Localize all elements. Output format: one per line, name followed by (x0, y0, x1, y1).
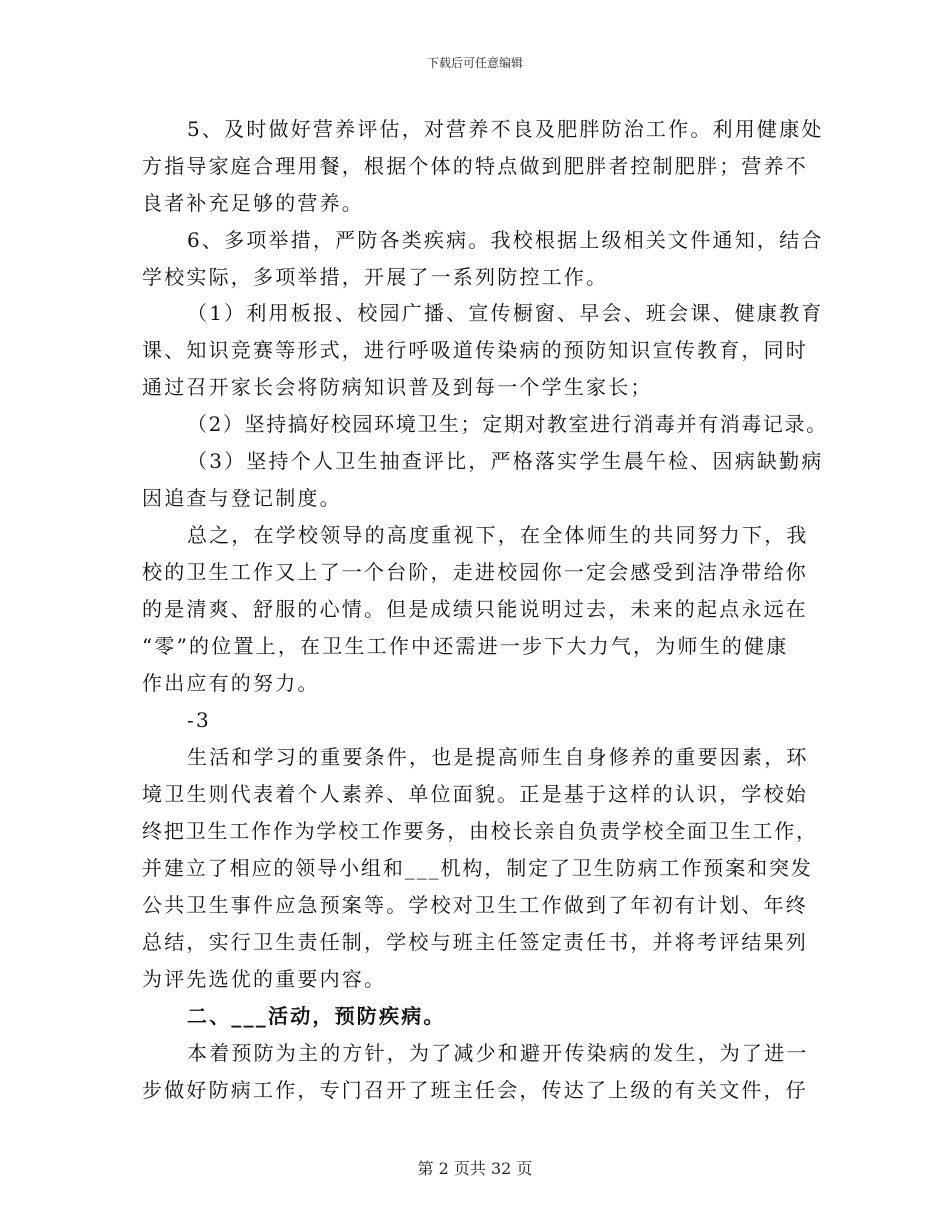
body-line: 境卫生则代表着个人素养、单位面貌。正是基于这样的认识，学校始 (142, 782, 808, 806)
body-line: 5、及时做好营养评估，对营养不良及肥胖防治工作。利用健康处 (187, 117, 824, 141)
body-line: （3）坚持个人卫生抽查评比，严格落实学生晨午检、因病缺勤病 (187, 449, 824, 473)
body-line: 终把卫生工作作为学校工作要务，由校长亲自负责学校全面卫生工作， (142, 819, 818, 843)
body-line: 6、多项举措，严防各类疾病。我校根据上级相关文件通知，结合 (187, 228, 824, 252)
body-line: 学校实际，多项举措，开展了一系列防控工作。 (142, 265, 609, 289)
body-line: 生活和学习的重要条件，也是提高师生自身修养的重要因素，环 (187, 745, 809, 769)
body-line: 方指导家庭合理用餐，根据个体的特点做到肥胖者控制肥胖；营养不 (142, 154, 808, 178)
body-line: 的是清爽、舒服的心情。但是成绩只能说明过去，未来的起点永远在 (142, 597, 808, 621)
body-line: 公共卫生事件应急预案等。学校对卫生工作做到了年初有计划、年终 (142, 893, 808, 917)
body-line: （2）坚持搞好校园环境卫生；定期对教室进行消毒并有消毒记录。 (187, 412, 828, 436)
body-line: 为评先选优的重要内容。 (142, 967, 387, 991)
body-line: 总结，实行卫生责任制，学校与班主任签定责任书，并将考评结果列 (142, 930, 808, 954)
section-heading: 二、___活动，预防疾病。 (187, 1004, 446, 1028)
body-line: 校的卫生工作又上了一个台阶，走进校园你一定会感受到洁净带给你 (142, 560, 808, 584)
body-line: 步做好防病工作，专门召开了班主任会，传达了上级的有关文件，仔 (142, 1078, 808, 1102)
page-header: 下载后可任意编辑 (426, 56, 523, 70)
body-line: 本着预防为主的方针，为了减少和避开传染病的发生，为了进一 (187, 1041, 809, 1065)
body-line: 因追查与登记制度。 (142, 486, 342, 510)
body-line: 良者补充足够的营养。 (142, 191, 364, 215)
body-line: -3 (187, 708, 211, 732)
body-line: 课、知识竞赛等形式，进行呼吸道传染病的预防知识宣传教育，同时 (142, 338, 808, 362)
page-footer: 第 2 页共 32 页 (417, 1159, 533, 1178)
body-line: 通过召开家长会将防病知识普及到每一个学生家长； (142, 375, 653, 399)
body-line: “零”的位置上，在卫生工作中还需进一步下大力气，为师生的健康 (142, 634, 789, 658)
body-line: 作出应有的努力。 (142, 671, 320, 695)
body-line: （1）利用板报、校园广播、宣传橱窗、早会、班会课、健康教育 (187, 301, 824, 325)
body-line: 并建立了相应的领导小组和___机构，制定了卫生防病工作预案和突发 (142, 856, 813, 880)
body-line: 总之，在学校领导的高度重视下，在全体师生的共同努力下，我 (187, 523, 809, 547)
